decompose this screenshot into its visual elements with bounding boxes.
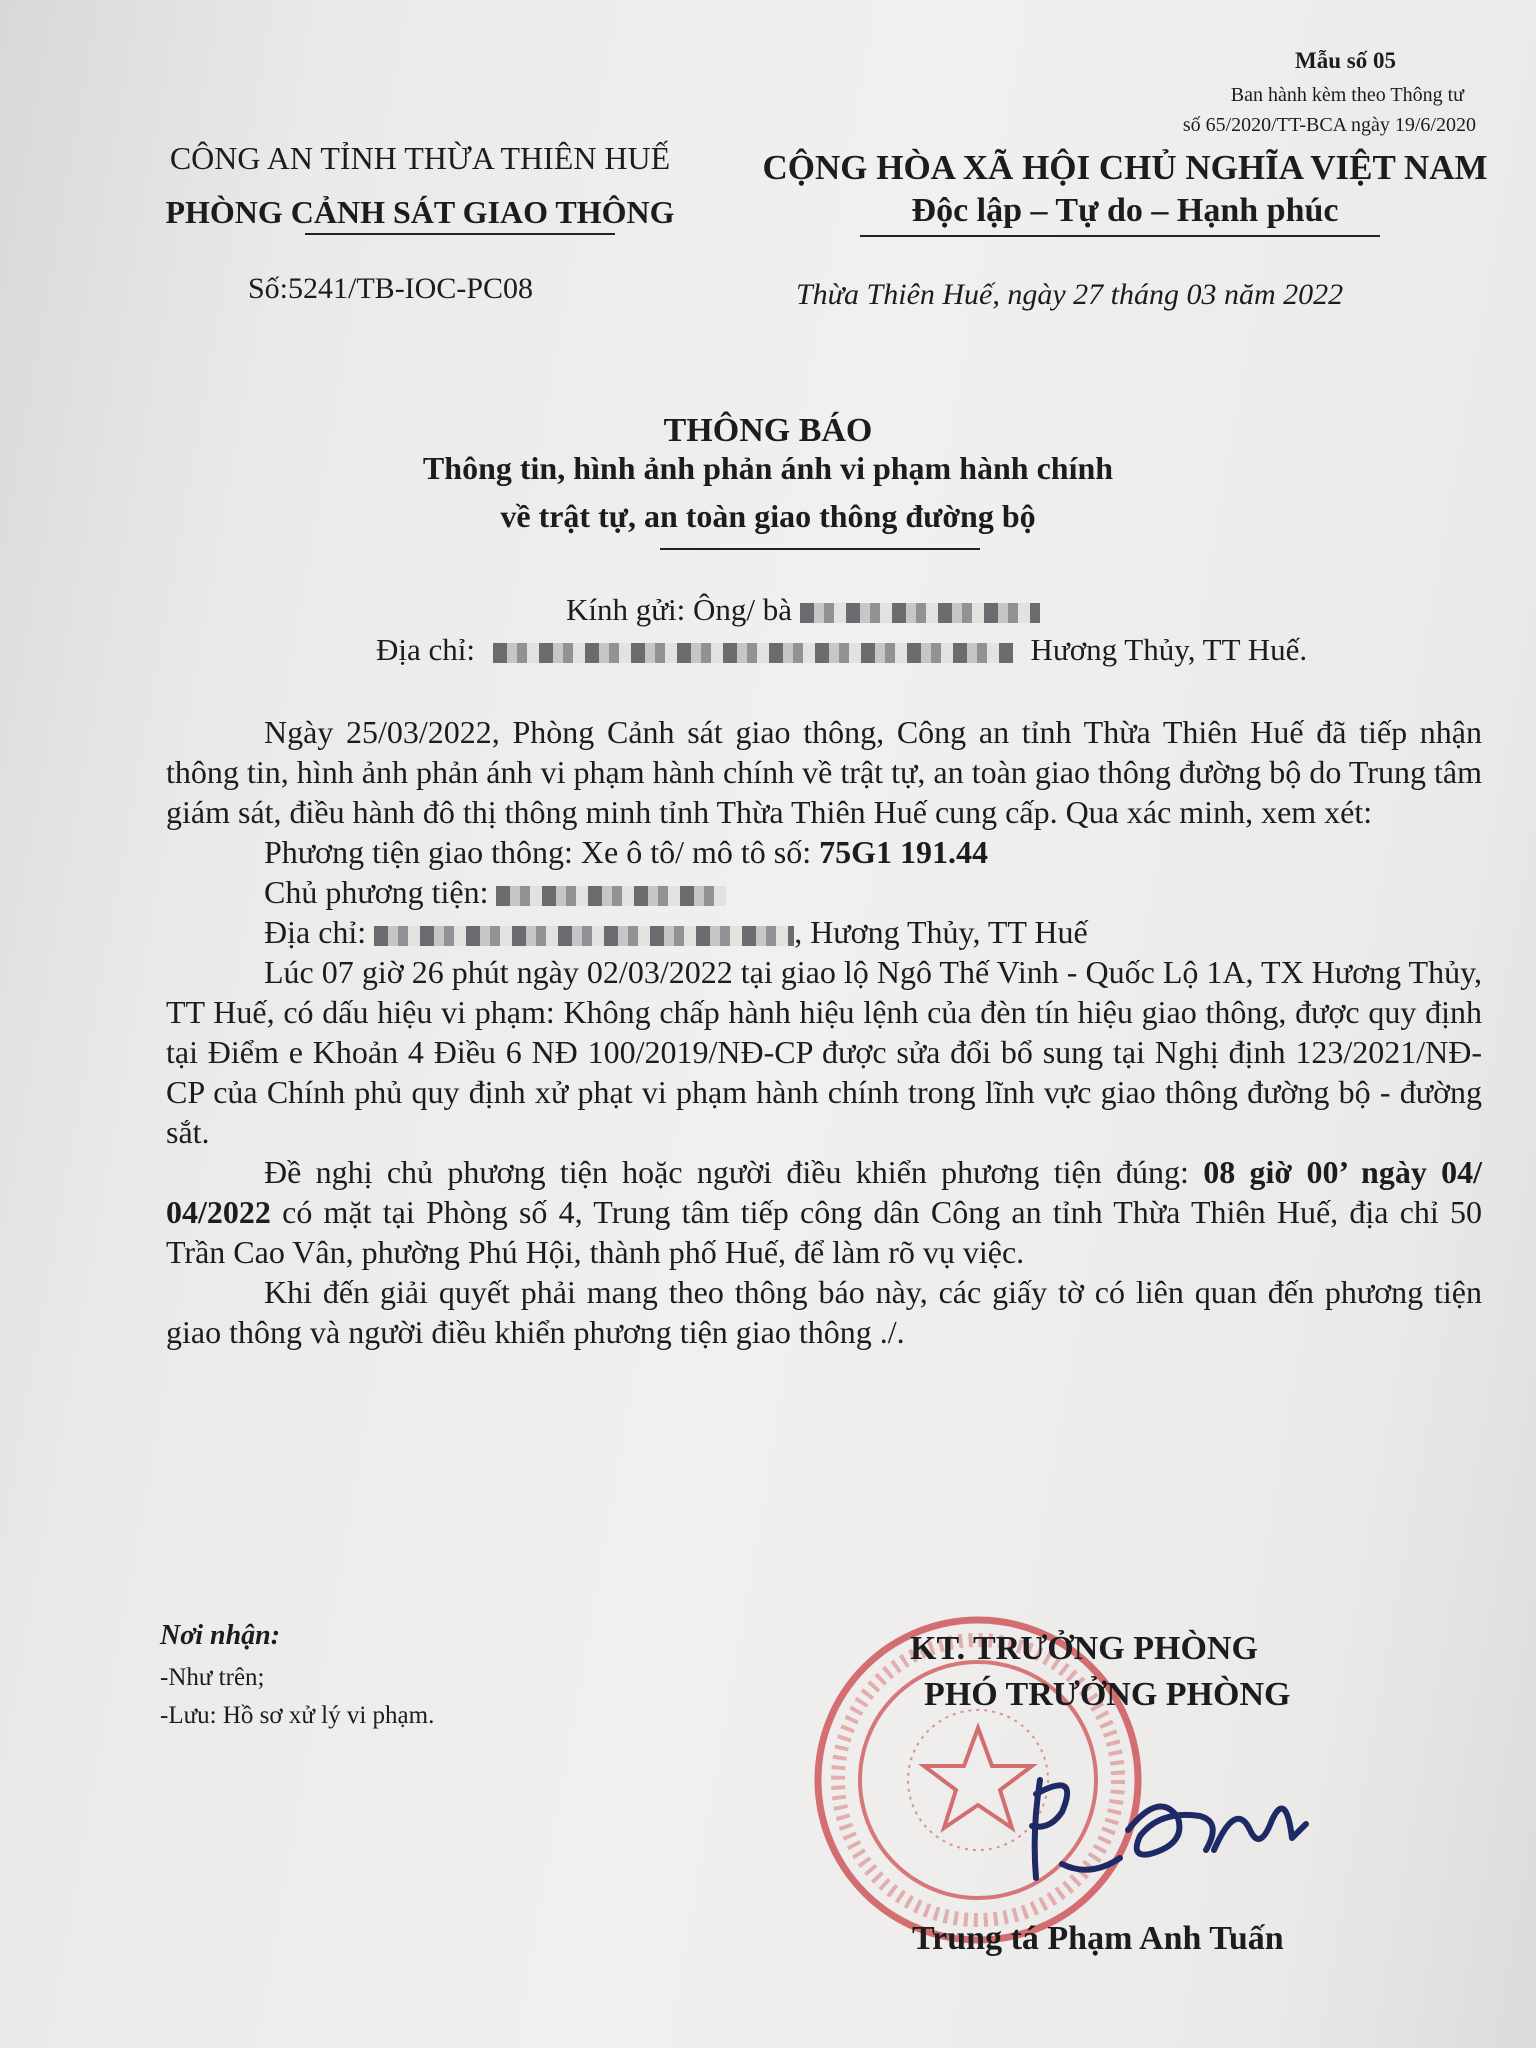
owner-address-label: Địa chỉ: [264, 914, 367, 950]
signature-title-1: KT. TRƯỞNG PHÒNG [910, 1630, 1258, 1667]
agency-underline [305, 233, 615, 235]
paragraph-violation: Lúc 07 giờ 26 phút ngày 02/03/2022 tại giao lộ Ngô Thế Vinh - Quốc Lộ 1A, TX Hương Thủy, TT Huế, có dấu hiệu vi phạm: Không chấp hành hiệu lệnh của đèn tín hiệu giao thông, được quy định tại Điểm e Khoản 4 Điều 6 NĐ 100/2019/NĐ-CP được sửa đổi bổ sung tại Nghị định 123/2021/NĐ-CP của Chính phủ quy định xử phạt vi phạm hành chính trong lĩnh vực giao thông đường bộ - đường sắt. [166, 954, 1482, 1150]
body-text [166, 712, 1482, 1352]
redacted-owner [496, 886, 726, 906]
recipients-heading: Nơi nhận: [160, 1620, 281, 1651]
address-tail: Hương Thủy, TT Huế. [1030, 632, 1308, 667]
form-number: Mẫu số 05 [1295, 48, 1396, 73]
addressee-address [376, 632, 1307, 668]
summons-time: 08 giờ 00’ ngày 04/ 04/2022 [166, 1154, 1483, 1230]
owner-address-tail: , Hương Thủy, TT Huế [794, 914, 1088, 950]
agency-parent: CÔNG AN TỈNH THỪA THIÊN HUẾ [169, 140, 671, 176]
redacted-name [800, 603, 1040, 623]
motto-underline [860, 235, 1380, 237]
summons-pre: Đề nghị chủ phương tiện hoặc người điều khiển phương tiện đúng: [264, 1154, 1189, 1190]
recipient-item-2: -Lưu: Hồ sơ xử lý vi phạm. [160, 1702, 435, 1729]
form-issued-line-2: số 65/2020/TT-BCA ngày 19/6/2020 [1182, 114, 1476, 136]
addressee-greeting: Kính gửi: Ông/ bà [566, 592, 793, 627]
handwritten-signature [1010, 1760, 1340, 1890]
title-underline [660, 548, 980, 550]
nation-motto: Độc lập – Tự do – Hạnh phúc [911, 192, 1339, 229]
vehicle-label: Phương tiện giao thông: Xe ô tô/ mô tô số: [264, 834, 812, 870]
form-issued-line-1: Ban hành kèm theo Thông tư [1230, 84, 1464, 106]
owner-address-line [166, 912, 1482, 952]
vehicle-plate: 75G1 191.44 [819, 834, 989, 870]
redacted-address [493, 643, 1013, 663]
paragraph-received: Ngày 25/03/2022, Phòng Cảnh sát giao thông, Công an tỉnh Thừa Thiên Huế đã tiếp nhận thông tin, hình ảnh phản ánh vi phạm hành chính về trật tự, an toàn giao thông đường bộ do Trung tâm giám sát, điều hành đô thị thông minh tỉnh Thừa Thiên Huế cung cấp. Qua xác minh, xem xét: [166, 714, 1482, 830]
agency-unit: PHÒNG CẢNH SÁT GIAO THÔNG [165, 194, 675, 230]
vehicle-line [166, 832, 1482, 872]
signer-name: Trung tá Phạm Anh Tuấn [912, 1920, 1284, 1957]
redacted-owner-address [374, 926, 794, 946]
signature-title-2: PHÓ TRƯỞNG PHÒNG [924, 1676, 1291, 1713]
place-date: Thừa Thiên Huế, ngày 27 tháng 03 năm 2022 [796, 278, 1344, 311]
document-subtitle-1: Thông tin, hình ảnh phản ánh vi phạm hành chính [422, 450, 1114, 486]
document-subtitle-2: về trật tự, an toàn giao thông đường bộ [500, 498, 1036, 534]
paragraph-documents: Khi đến giải quyết phải mang theo thông báo này, các giấy tờ có liên quan đến phương tiện giao thông và người điều khiển phương tiện giao thông ./. [166, 1274, 1482, 1350]
document-title: THÔNG BÁO [663, 412, 873, 449]
owner-label: Chủ phương tiện: [264, 874, 489, 910]
recipient-item-1: -Như trên; [160, 1664, 265, 1691]
summons-post: có mặt tại Phòng số 4, Trung tâm tiếp công dân Công an tỉnh Thừa Thiên Huế, địa chỉ 50 Trần Cao Vân, phường Phú Hội, thành phố Huế, để làm rõ vụ việc. [166, 1194, 1483, 1270]
document-number: Số:5241/TB-IOC-PC08 [248, 272, 534, 305]
address-label: Địa chỉ: [376, 632, 475, 667]
paragraph-summons [166, 1152, 1482, 1272]
nation-name: CỘNG HÒA XÃ HỘI CHỦ NGHĨA VIỆT NAM [762, 148, 1488, 187]
addressee-line [566, 592, 1040, 628]
owner-line [166, 872, 1482, 912]
